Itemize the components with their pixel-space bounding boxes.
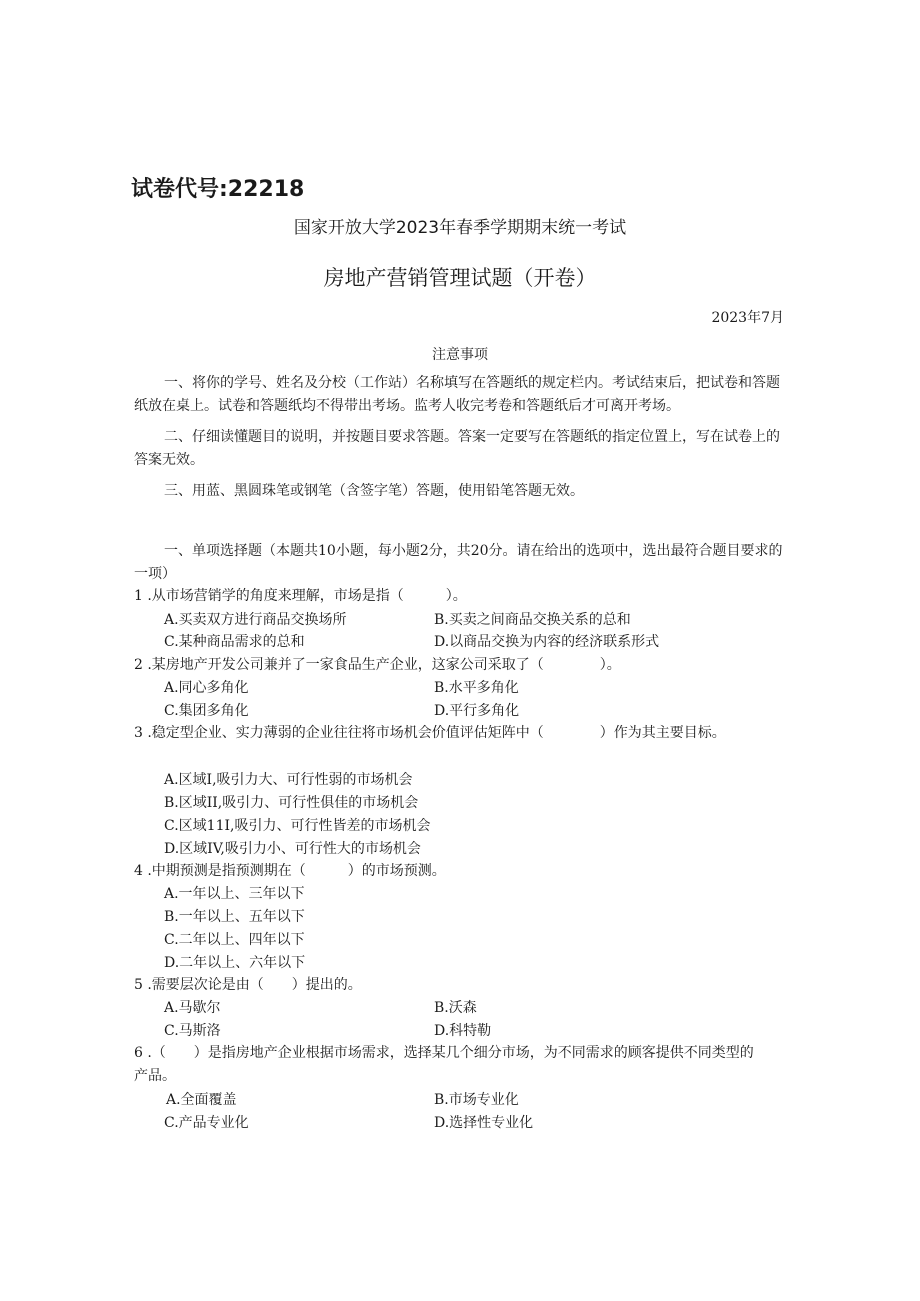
question-1-option-c: C.某种商品需求的总和 bbox=[164, 634, 305, 650]
question-1-option-b: B.买卖之间商品交换关系的总和 bbox=[434, 612, 631, 628]
question-3-option-d: D.区域IV,吸引力小、可行性大的市场机会 bbox=[164, 841, 421, 857]
paper-code: 试卷代号:22218 bbox=[131, 177, 305, 202]
question-6-option-c: C.产品专业化 bbox=[164, 1115, 249, 1131]
question-5-stem: 5 .需要层次论是由（ ）提出的。 bbox=[134, 977, 362, 993]
question-5-option-a: A.马歇尔 bbox=[164, 1000, 221, 1016]
question-3-stem: 3 .稳定型企业、实力薄弱的企业往往将市场机会价值评估矩阵中（ ）作为其主要目标。 bbox=[134, 725, 726, 741]
notes-heading: 注意事项 bbox=[432, 347, 488, 363]
question-4-stem: 4 .中期预测是指预测期在（ ）的市场预测。 bbox=[134, 863, 446, 879]
university-exam-title: 国家开放大学2023年春季学期期末统一考试 bbox=[293, 218, 627, 238]
question-6-option-d: D.选择性专业化 bbox=[434, 1115, 534, 1131]
exam-title: 房地产营销管理试题（开卷） bbox=[323, 266, 597, 290]
question-1-option-a: A.买卖双方进行商品交换场所 bbox=[164, 612, 347, 628]
question-4-option-d: D.二年以上、六年以下 bbox=[164, 955, 306, 971]
question-4-option-a: A.一年以上、三年以下 bbox=[164, 886, 305, 902]
question-1-option-d: D.以商品交换为内容的经济联系形式 bbox=[434, 634, 660, 650]
section-1-instruction: 一、单项选择题（本题共10小题，每小题2分，共20分。请在给出的选项中，选出最符合题目要求的一项） bbox=[134, 543, 783, 582]
question-2-option-a: A.同心多角化 bbox=[164, 680, 249, 696]
question-6-option-b: B.市场专业化 bbox=[434, 1092, 519, 1108]
question-6-option-a: Α.全面覆盖 bbox=[166, 1092, 237, 1108]
question-2-option-d: D.平行多角化 bbox=[434, 703, 520, 719]
question-2-option-b: B.水平多角化 bbox=[434, 680, 519, 696]
question-5-option-d: D.科特勒 bbox=[434, 1023, 492, 1039]
question-4-option-b: B.一年以上、五年以下 bbox=[164, 909, 305, 925]
question-3-option-b: B.区域II,吸引力、可行性俱佳的市场机会 bbox=[164, 795, 419, 811]
question-4-option-c: C.二年以上、四年以下 bbox=[164, 932, 305, 948]
exam-date: 2023年7月 bbox=[711, 310, 784, 326]
note-item-1: 一、将你的学号、姓名及分校（工作站）名称填写在答题纸的规定栏内。考试结束后，把试卷和答题纸放在桌上。试卷和答题纸均不得带出考场。监考人收完考卷和答题纸后才可离开考场。 bbox=[134, 375, 780, 414]
note-item-3: 三、用蓝、黑圆珠笔或钢笔（含签字笔）答题，使用铅笔答题无效。 bbox=[164, 483, 584, 499]
question-6-stem: 6 .（ ）是指房地产企业根据市场需求，选择某几个细分市场，为不同需求的顾客提供不同类型的产品。 bbox=[134, 1045, 754, 1084]
question-2-option-c: C.集团多角化 bbox=[164, 703, 249, 719]
question-3-option-a: A.区域I,吸引力大、可行性弱的市场机会 bbox=[164, 772, 413, 788]
question-1-stem: 1 .从市场营销学的角度来理解，市场是指（ ）。 bbox=[134, 588, 467, 604]
question-3-option-c: C.区域11I,吸引力、可行性皆差的市场机会 bbox=[164, 818, 431, 834]
note-item-2: 二、仔细读懂题目的说明，并按题目要求答题。答案一定要写在答题纸的指定位置上，写在试卷上的答案无效。 bbox=[134, 429, 780, 468]
question-5-option-c: C.马斯洛 bbox=[164, 1023, 221, 1039]
question-5-option-b: B.沃森 bbox=[434, 1000, 477, 1016]
question-2-stem: 2 .某房地产开发公司兼并了一家食品生产企业，这家公司采取了（ ）。 bbox=[134, 657, 621, 673]
